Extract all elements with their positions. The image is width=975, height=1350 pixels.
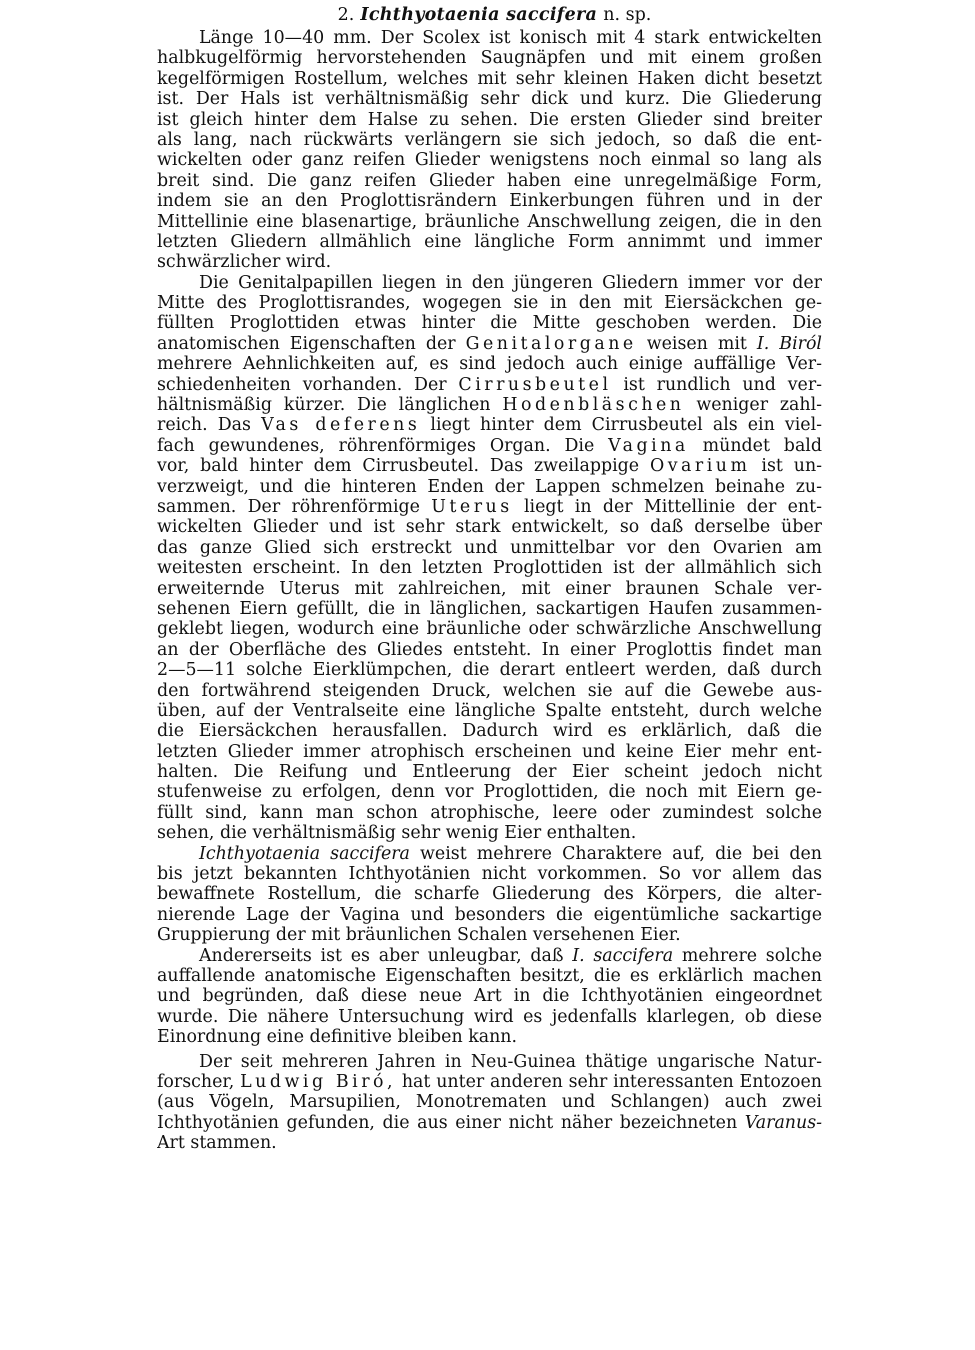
text-line: fach gewundenes, röhrenförmiges Organ. Die Vagina mündet bald (157, 435, 822, 456)
text-line: das ganze Glied sich erstreckt und unmittelbar vor den Ovarien am (157, 537, 822, 558)
species-reference: I. Biról (756, 333, 822, 354)
text-line: Einordnung eine definitive bleiben kann. (157, 1027, 518, 1048)
text-line: wickelten Glieder und ist sehr stark entwickelt, so daß derselbe über (157, 517, 822, 538)
text-line: Der seit mehreren Jahren in Neu-Guinea thätige ungarische Natur- (199, 1051, 822, 1072)
text-line: Ichthyotaenia saccifera weist mehrere Charaktere auf, die bei den (199, 843, 822, 864)
text-line: sammen. Der röhrenförmige Uterus liegt in der Mittellinie der ent- (157, 496, 822, 517)
text-line: halten. Die Reifung und Entleerung der Eier scheint jedoch nicht (157, 762, 822, 783)
genus-reference: Varanus- (744, 1112, 822, 1133)
spaced-term: Genitalorgane (465, 333, 637, 354)
spaced-term: Cirrusbeutel (458, 374, 612, 395)
text-line: stufenweise zu erfolgen, denn vor Proglottiden, die noch mit Eiern ge- (157, 782, 822, 803)
text-line: Die Genitalpapillen liegen in den jüngeren Gliedern immer vor der (199, 272, 822, 293)
text-line: wickelten oder ganz reifen Glieder wenigstens noch einmal so lang als (157, 150, 822, 171)
text-line: sehen, die verhältnismäßig sehr wenig Eier enthalten. (157, 823, 637, 844)
text-line: letzten Gliedern allmählich eine längliche Form annimmt und immer (157, 231, 822, 252)
paragraph-description (157, 28, 822, 273)
text-line: anatomischen Eigenschaften der Genitalorgane weisen mit I. Biról (157, 333, 822, 354)
section-heading (167, 4, 822, 28)
species-suffix: n. sp. (603, 5, 652, 25)
paragraph-anatomy (157, 273, 822, 844)
text-line: ist. Der Hals ist verhältnismäßig sehr dick und kurz. Die Gliederung (157, 89, 822, 110)
spaced-term: Hodenbläschen (502, 395, 685, 416)
text-line: schwärzlicher wird. (157, 252, 332, 273)
text-line: Art stammen. (157, 1133, 277, 1154)
text-line: geklebt liegen, wodurch eine bräunliche oder schwärzliche Anschwellung (157, 619, 822, 640)
text-line: mehrere Aehnlichkeiten auf, es sind jedoch auch einige auffällige Ver- (157, 354, 822, 375)
text-line: sehenen Eiern gefüllt, die in länglichen, sackartigen Haufen zusammen- (157, 598, 822, 619)
text-line: Andererseits ist es aber unleugbar, daß I. saccifera mehrere solche (199, 945, 822, 966)
paragraph-collector (157, 1052, 822, 1154)
species-reference: I. saccifera (572, 945, 674, 966)
text-line: ist gleich hinter dem Halse zu sehen. Die ersten Glieder sind breiter (157, 109, 822, 130)
text-line: üben, auf der Ventralseite eine längliche Spalte entsteht, durch welche (157, 700, 822, 721)
text-line: bewaffnete Rostellum, die scharfe Gliederung des Körpers, die alter- (157, 884, 822, 905)
species-name: Ichthyotaenia saccifera (360, 5, 598, 25)
text-line: füllten Proglottiden etwas hinter die Mitte geschoben werden. Die (157, 313, 822, 334)
text-line: auffallende anatomische Eigenschaften besitzt, die es erklärlich machen (157, 965, 822, 986)
species-reference: Ichthyotaenia saccifera (199, 843, 410, 864)
text-line: kegelförmigen Rostellum, welches mit sehr kleinen Haken dicht besetzt (157, 68, 822, 89)
paragraph-classification (157, 946, 822, 1048)
text-line: füllt sind, kann man schon atrophische, leere oder zumindest solche (157, 802, 822, 823)
text-line: Mittellinie eine blasenartige, bräunliche Anschwellung zeigen, die in den (157, 211, 822, 232)
text-line: halbkugelförmig hervorstehenden Saugnäpfen und mit einem großen (157, 48, 822, 69)
page (157, 4, 822, 1153)
text-line: vor, bald hinter dem Cirrusbeutel. Das zweilappige Ovarium ist un- (157, 456, 822, 477)
text-line: forscher, Ludwig Biró, hat unter anderen sehr interessanten Entozoen (157, 1071, 822, 1092)
text-line: breit sind. Die ganz reifen Glieder haben eine unregelmäßige Form, (157, 170, 822, 191)
text-line: verzweigt, und die hinteren Enden der Lappen schmelzen beinahe zu- (157, 476, 822, 497)
text-line: als lang, nach rückwärts verlängern sie sich jedoch, so daß die ent- (157, 129, 822, 150)
text-line: und begründen, daß diese neue Art in die Ichthyotänien eingeordnet (157, 986, 822, 1007)
text-line: die Eiersäckchen herausfallen. Dadurch wird es erklärlich, daß die (157, 721, 822, 742)
text-line: schiedenheiten vorhanden. Der Cirrusbeutel ist rundlich und ver- (157, 374, 822, 395)
spaced-term: Vas deferens (261, 415, 421, 436)
spaced-term: Vagina (608, 435, 689, 456)
text-line: hältnismäßig kürzer. Die länglichen Hodenbläschen weniger zahl- (157, 395, 822, 416)
spaced-term: Uterus (431, 496, 513, 517)
text-line: Ichthyotänien gefunden, die aus einer nicht näher bezeichneten Varanus- (157, 1112, 822, 1133)
text-line: bis jetzt bekannten Ichthyotänien nicht vorkommen. So vor allem das (157, 864, 822, 885)
text-line: den fortwährend steigenden Druck, welchen sie auf die Gewebe aus- (157, 680, 822, 701)
section-number: 2. (337, 5, 355, 25)
text-line: reich. Das Vas deferens liegt hinter dem Cirrusbeutel als ein viel- (157, 415, 822, 436)
text-line: letzten Glieder immer atrophisch erscheinen und keine Eier mehr ent- (157, 741, 822, 762)
person-name: Ludwig Biró, (240, 1071, 397, 1092)
paragraph-characters (157, 844, 822, 946)
text-line: weitesten erscheint. In den letzten Proglottiden ist der allmählich sich (157, 558, 822, 579)
text-line: indem sie an den Proglottisrändern Einkerbungen führen und in der (157, 191, 822, 212)
text-line: Gruppierung der mit bräunlichen Schalen versehenen Eier. (157, 925, 681, 946)
text-line: erweiternde Uterus mit zahlreichen, mit einer braunen Schale ver- (157, 578, 822, 599)
text-line: an der Oberfläche des Gliedes entsteht. In einer Proglottis findet man (157, 639, 822, 660)
text-line: wurde. Die nähere Untersuchung wird es jedenfalls klarlegen, ob diese (157, 1006, 822, 1027)
text-line: (aus Vögeln, Marsupilien, Monotrematen und Schlangen) auch zwei (157, 1092, 822, 1113)
text-line: Länge 10—40 mm. Der Scolex ist konisch mit 4 stark entwickelten (199, 28, 822, 48)
text-line: 2—5—11 solche Eierklümpchen, die derart entleert werden, daß durch (157, 660, 822, 681)
text-line: nierende Lage der Vagina und besonders die eigentümliche sackartige (157, 904, 822, 925)
text-line: Mitte des Proglottisrandes, wogegen sie in den mit Eiersäckchen ge- (157, 293, 822, 314)
spaced-term: Ovarium (649, 456, 751, 477)
